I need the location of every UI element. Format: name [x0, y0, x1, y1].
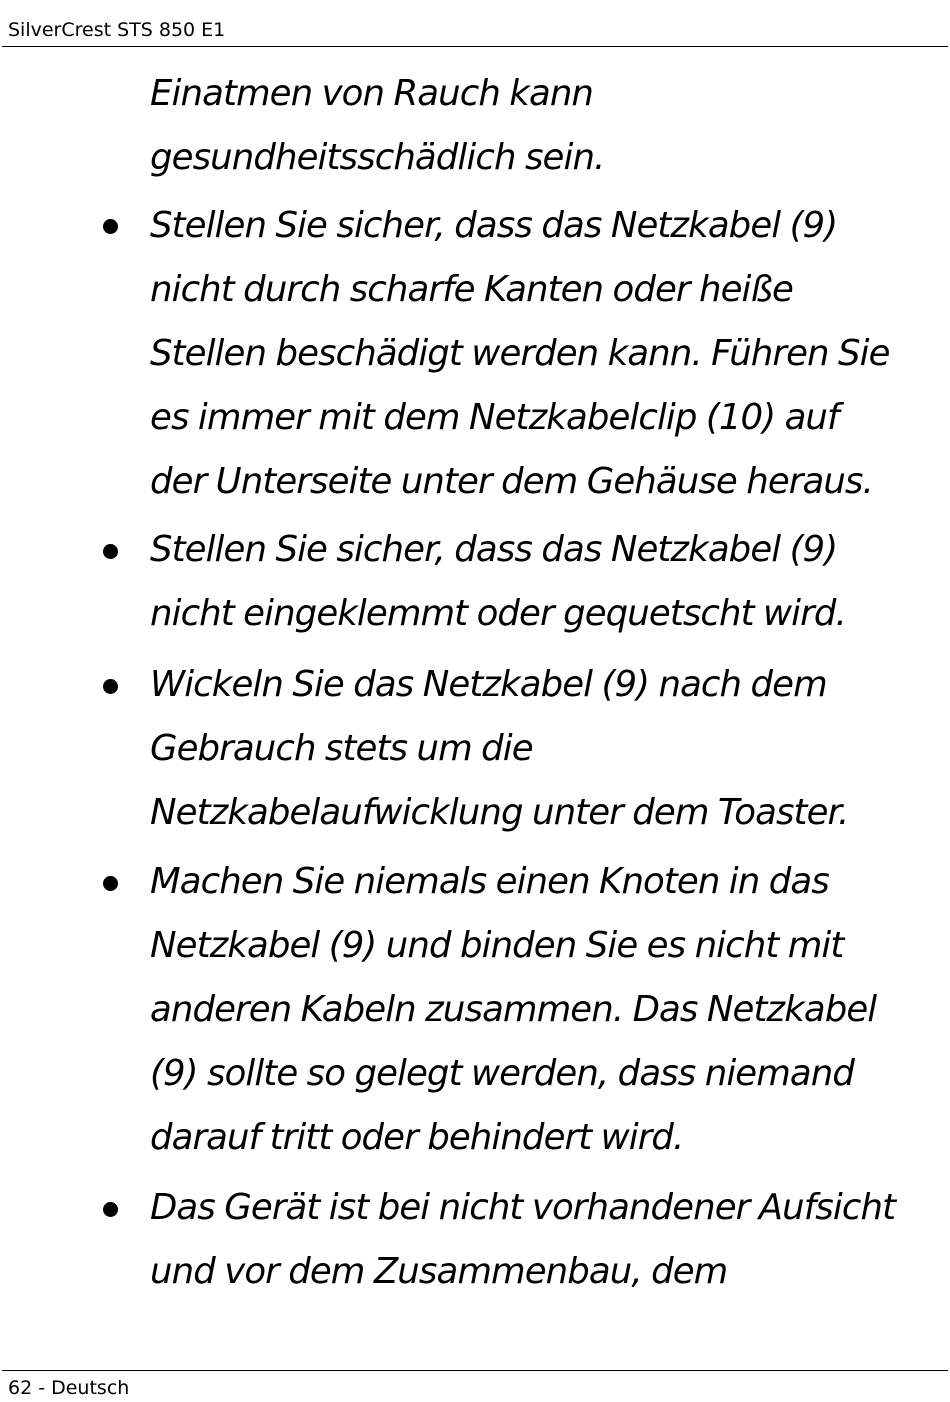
bullet-marker — [103, 1202, 118, 1217]
bullet-line: Netzkabel (9) und binden Sie es nicht mit — [150, 925, 844, 966]
bullet-line: Netzkabelaufwicklung unter dem Toaster. — [150, 792, 849, 833]
bullet-line: darauf tritt oder behindert wird. — [150, 1117, 684, 1158]
continuation-line: gesundheitsschädlich sein. — [150, 137, 605, 178]
header-rule — [2, 46, 948, 47]
bullet-line: (9) sollte so gelegt werden, dass niemand — [150, 1053, 855, 1094]
running-header: SilverCrest STS 850 E1 — [8, 19, 226, 41]
bullet-line: anderen Kabeln zusammen. Das Netzkabel — [150, 989, 877, 1030]
bullet-line: es immer mit dem Netzkabelclip (10) auf — [150, 397, 839, 438]
continuation-line: Einatmen von Rauch kann — [150, 73, 594, 114]
bullet-line: Stellen beschädigt werden kann. Führen Sie — [150, 333, 890, 374]
bullet-line: Machen Sie niemals einen Knoten in das — [150, 861, 829, 902]
bullet-line: nicht durch scharfe Kanten oder heiße — [150, 269, 793, 310]
bullet-line: Stellen Sie sicher, dass das Netzkabel (9) — [150, 205, 838, 246]
bullet-line: Das Gerät ist bei nicht vorhandener Aufsicht — [150, 1187, 896, 1228]
bullet-marker — [103, 544, 118, 559]
bullet-line: der Unterseite unter dem Gehäuse heraus. — [150, 461, 873, 502]
bullet-line: Gebrauch stets um die — [150, 728, 533, 769]
footer-rule — [2, 1370, 948, 1371]
bullet-line: Stellen Sie sicher, dass das Netzkabel (9) — [150, 529, 838, 570]
bullet-line: und vor dem Zusammenbau, dem — [150, 1251, 728, 1292]
page-number: 62 - Deutsch — [8, 1377, 130, 1399]
bullet-marker — [103, 876, 118, 891]
bullet-line: Wickeln Sie das Netzkabel (9) nach dem — [150, 664, 827, 705]
bullet-marker — [103, 219, 118, 234]
bullet-marker — [103, 679, 118, 694]
bullet-line: nicht eingeklemmt oder gequetscht wird. — [150, 593, 846, 634]
